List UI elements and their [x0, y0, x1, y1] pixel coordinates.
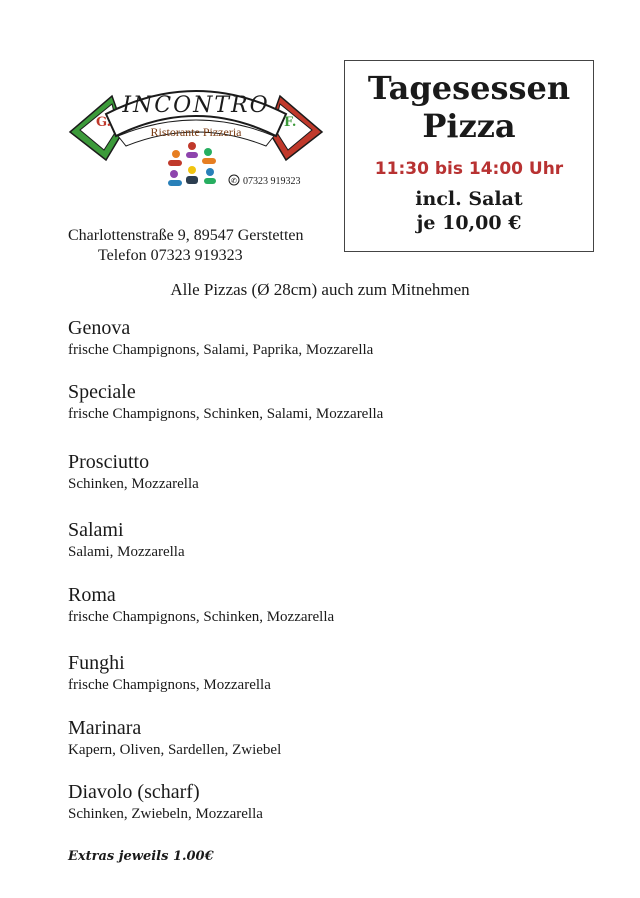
- special-title-line1: Tagesessen: [367, 69, 571, 107]
- special-hours: 11:30 bis 14:00 Uhr: [374, 159, 564, 179]
- pizza-name: Diavolo (scharf): [68, 781, 200, 803]
- logo-brand-name: INCONTRO: [122, 93, 270, 118]
- menu-item: [68, 518, 185, 562]
- pizza-ingredients: Schinken, Zwiebeln, Mozzarella: [68, 806, 263, 822]
- special-price: je 10,00 €: [416, 212, 522, 234]
- logo-phone: 07323 919323: [243, 176, 301, 187]
- pizza-ingredients: frische Champignons, Salami, Paprika, Mozzarella: [68, 342, 374, 358]
- pizza-name: Prosciutto: [68, 451, 150, 473]
- logo-initial-left: G.: [96, 115, 112, 130]
- logo-initial-right: F.: [284, 115, 297, 130]
- pizza-name: Speciale: [68, 381, 136, 403]
- extras-note: Extras jeweils 1.00€: [68, 849, 214, 864]
- svg-text:✆: ✆: [231, 177, 237, 185]
- menu-item: [68, 380, 383, 424]
- special-title-line2: Pizza: [422, 107, 516, 145]
- restaurant-logo: [66, 74, 326, 204]
- menu-item: [68, 316, 373, 360]
- menu-item: [68, 780, 263, 824]
- people-emblem-icon: [168, 142, 216, 186]
- daily-special-box: [344, 60, 594, 252]
- menu-item: [68, 583, 334, 627]
- pizza-ingredients: Kapern, Oliven, Sardellen, Zwiebel: [68, 742, 282, 758]
- pizza-ingredients: frische Champignons, Schinken, Mozzarella: [68, 609, 335, 625]
- logo-subtitle: Ristorante Pizzeria: [150, 125, 242, 139]
- pizza-name: Genova: [68, 317, 131, 339]
- special-includes: incl. Salat: [415, 188, 523, 210]
- takeaway-note: Alle Pizzas (Ø 28cm) auch zum Mitnehmen: [170, 280, 470, 299]
- menu-item: [68, 450, 199, 494]
- address-phone: Telefon 07323 919323: [98, 247, 243, 264]
- logo-graphic: [66, 74, 326, 204]
- pizza-name: Roma: [68, 584, 116, 606]
- address-block: [68, 226, 304, 266]
- menu-item: [68, 651, 271, 695]
- pizza-ingredients: frische Champignons, Schinken, Salami, Mozzarella: [68, 406, 384, 422]
- pizza-name: Marinara: [68, 717, 142, 739]
- menu-item: [68, 716, 281, 760]
- pizza-ingredients: Salami, Mozzarella: [68, 544, 185, 560]
- pizza-name: Salami: [68, 519, 124, 541]
- pizza-name: Funghi: [68, 652, 125, 674]
- pizza-ingredients: frische Champignons, Mozzarella: [68, 677, 271, 693]
- pizza-ingredients: Schinken, Mozzarella: [68, 476, 199, 492]
- address-street: Charlottenstraße 9, 89547 Gerstetten: [68, 227, 304, 244]
